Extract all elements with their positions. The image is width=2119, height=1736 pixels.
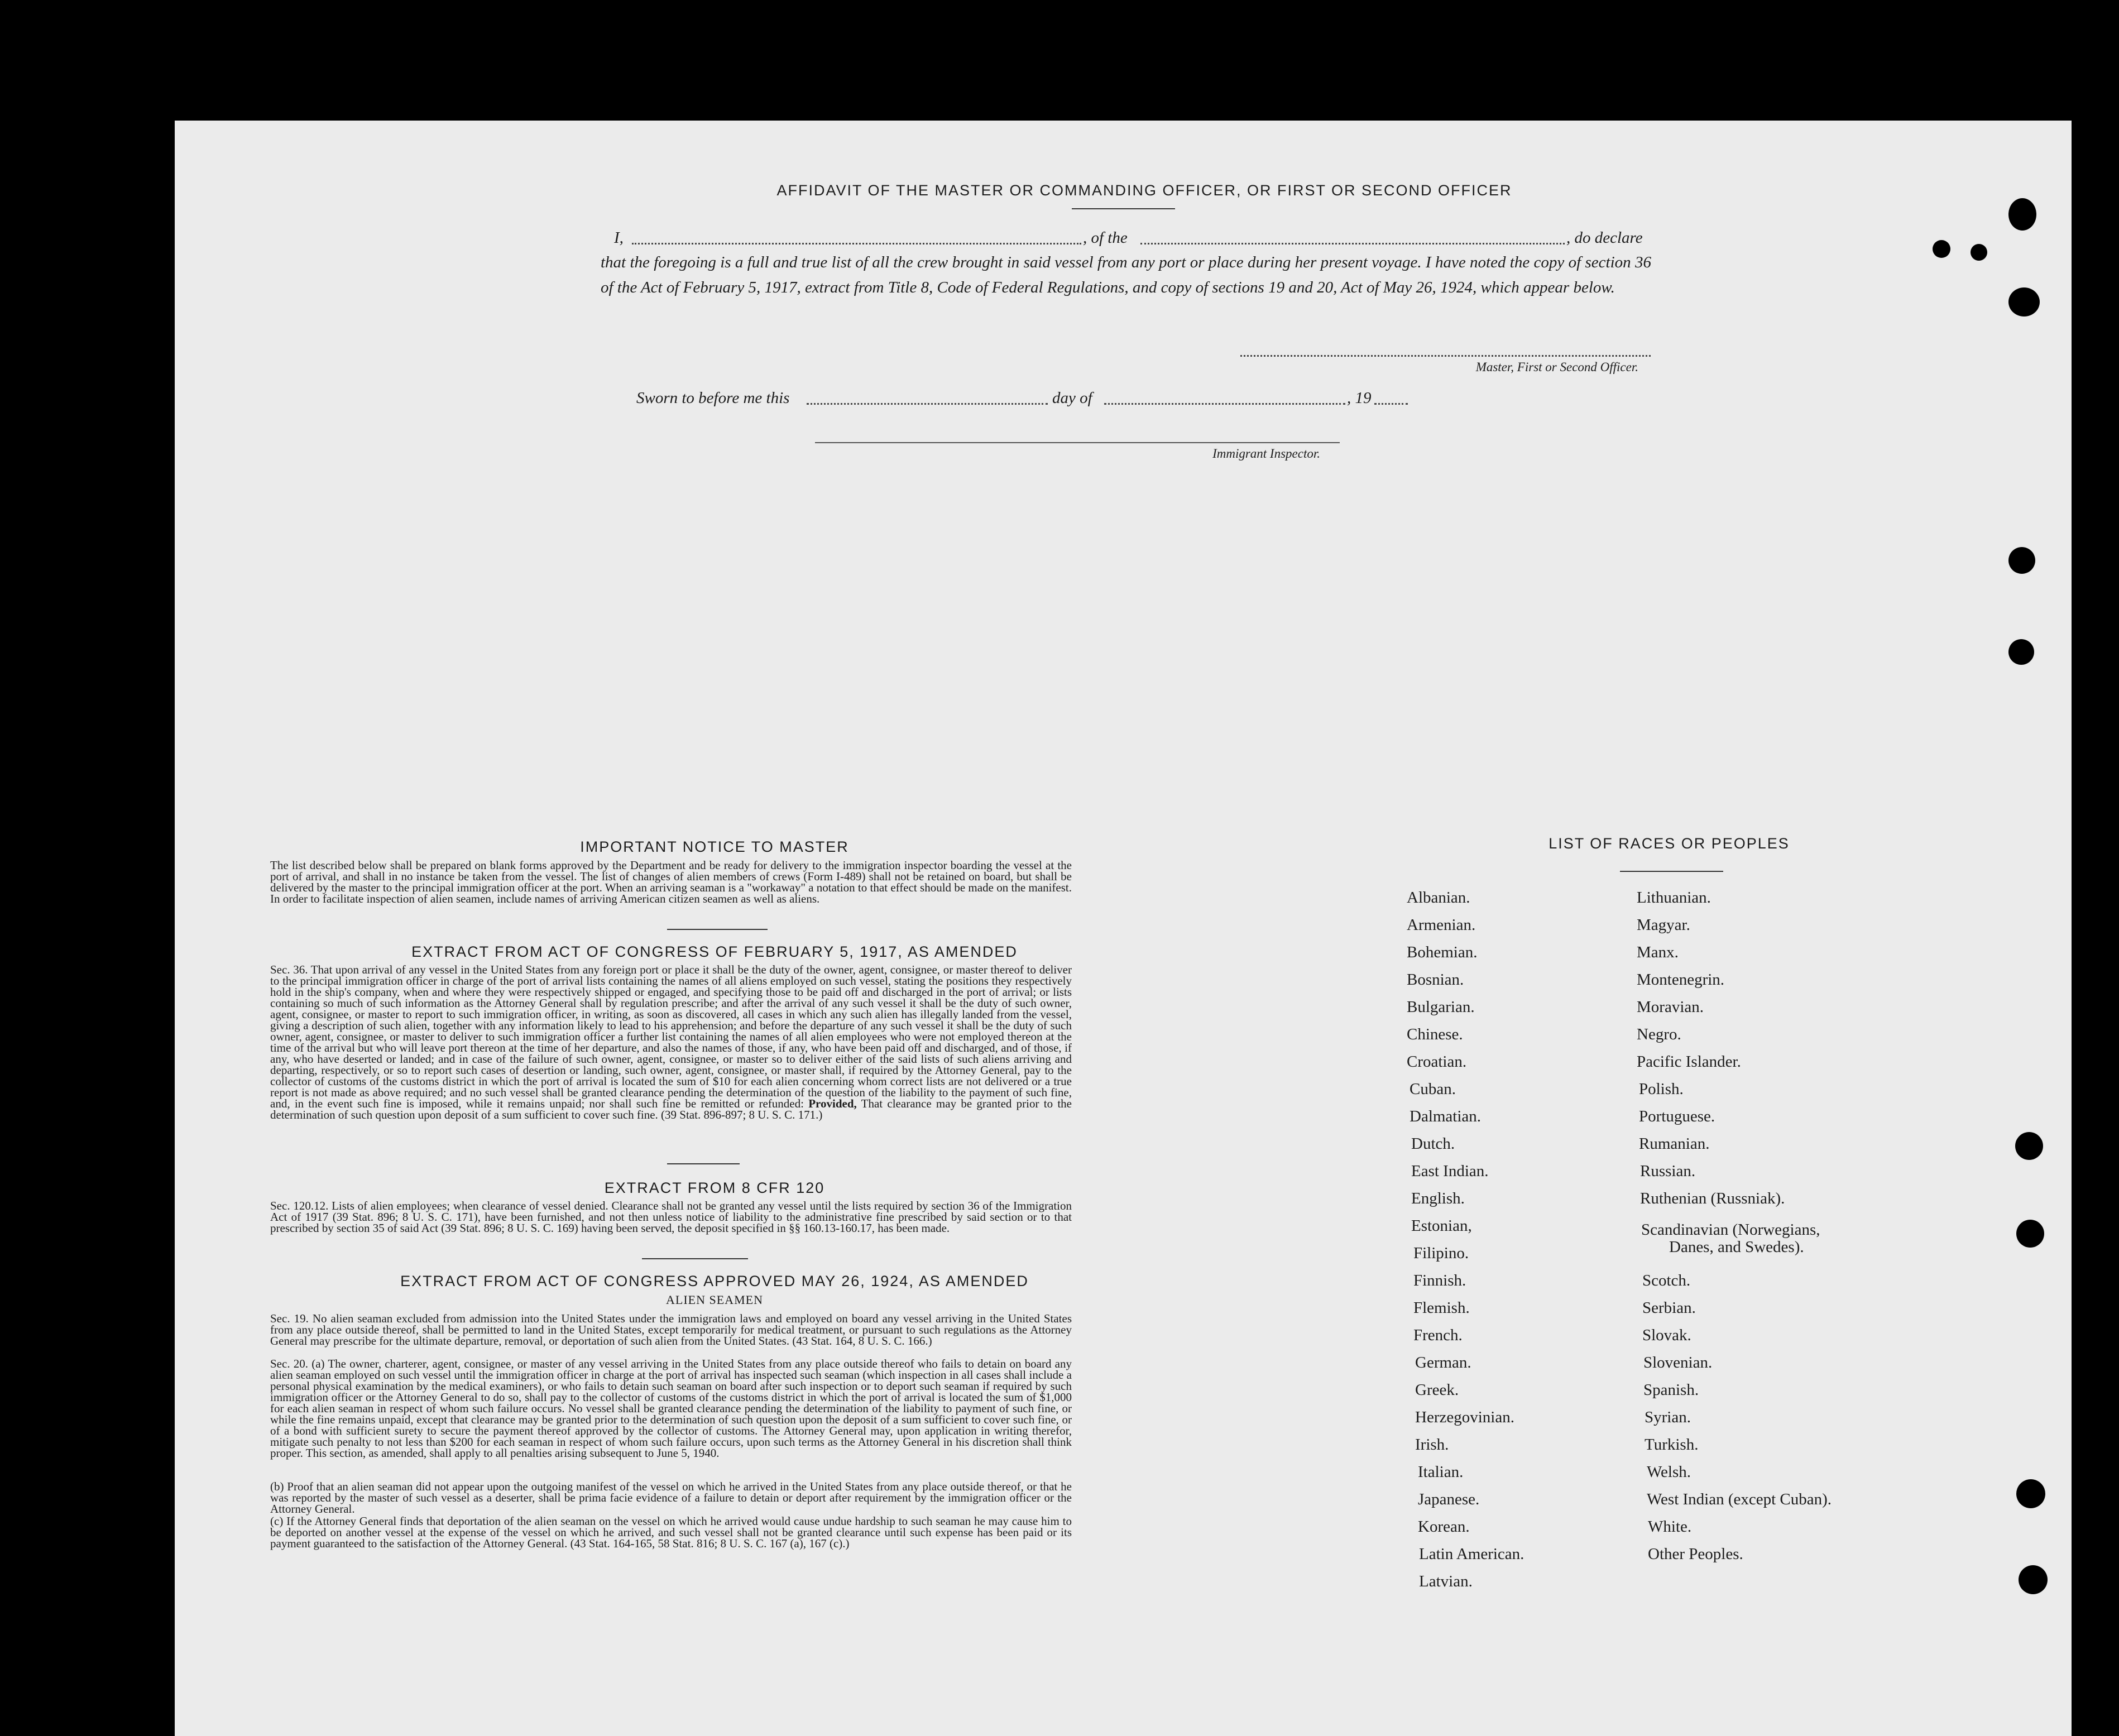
race-item: Flemish. (1413, 1299, 1470, 1317)
notice-body: The list described below shall be prepared on blank forms approved by the Department and be ready for delivery to the immigration inspector boarding the vessel at the port of arrival, and shall in no instance be taken from the vessel. The list of changes of alien members of crews (Form I-489) shall not be retained on board, but shall be delivered by the master to the principal immigration officer at the port. When an arriving seaman is a "workaway" a notation to that effect should be made on the manifest. In order to facilitate inspection of alien seamen, include names of arriving American citizen seamen as well as aliens. (270, 859, 1072, 905)
punch-hole (2016, 1479, 2045, 1508)
race-item: Albanian. (1407, 889, 1470, 907)
punch-hole (2008, 639, 2034, 665)
race-item: Other Peoples. (1648, 1545, 1743, 1563)
extract-1917-title: EXTRACT FROM ACT OF CONGRESS OF FEBRUARY 5, 1917, AS AMENDED (411, 943, 1018, 960)
race-item: Slovenian. (1643, 1354, 1713, 1371)
punch-hole (2008, 287, 2040, 316)
race-item: Portuguese. (1639, 1107, 1715, 1125)
punch-hole (2016, 1220, 2044, 1248)
punch-hole (2008, 547, 2035, 574)
inspector-signature-line[interactable] (815, 442, 1340, 443)
race-item: Turkish. (1645, 1436, 1699, 1454)
affidavit-title: AFFIDAVIT OF THE MASTER OR COMMANDING OFFICER, OR FIRST OR SECOND OFFICER (776, 182, 1512, 199)
race-item: Spanish. (1643, 1381, 1699, 1399)
punch-hole (1971, 244, 1987, 261)
race-item: Bulgarian. (1407, 998, 1475, 1016)
race-item: Japanese. (1418, 1490, 1480, 1508)
extract-1924-sec20b: (b) Proof that an alien seaman did not appear upon the outgoing manifest of the vessel on which he arrived in the United States from any place outside thereof, or that he was reported by the master of such vessel as a deserter, shall be prima facie evidence of a failure to detain or deport after requirement by the immigration officer or the Attorney General. (270, 1480, 1072, 1516)
year-blank[interactable] (1374, 403, 1408, 405)
notice-title: IMPORTANT NOTICE TO MASTER (580, 838, 849, 855)
extract-1917-text-end: That clearance may be granted prior to the determination of such question upon deposit of a sum sufficient to cover such fine. (39 Stat. 896-897; 8 U. S. C. 171.) (270, 1097, 1072, 1121)
extract-1917-body (270, 964, 1072, 1120)
inspector-label: Immigrant Inspector. (1212, 447, 1320, 461)
race-item: Russian. (1640, 1162, 1696, 1180)
proviso-label: Provided, (808, 1097, 857, 1110)
divider (1072, 208, 1175, 209)
race-item: Negro. (1637, 1025, 1681, 1043)
race-item: Dutch. (1411, 1135, 1455, 1153)
extract-1924-subtitle: ALIEN SEAMEN (666, 1293, 763, 1307)
race-item: Irish. (1415, 1436, 1449, 1454)
extract-1924-sec20a: Sec. 20. (a) The owner, charterer, agent, consignee, or master of any vessel arriving in the United States from any place outside thereof who fails to detain on board any alien seaman employed on such vessel until the immigration officer in charge at the port of arrival has inspected such seaman (which inspection in all cases shall include a personal physical examination by the medical examiners), or who fails to detain such seaman on board after such inspection or to deport such seaman if required by such immigration officer or the Attorney General to do so, shall pay to the collector of customs of the customs district in which the port of arrival is located the sum of $1,000 for each alien seaman in respect of whom such failure occurs. No vessel shall be granted clearance pending the determination of the liability to payment of such fine, or while the fine remains unpaid, except that clearance may be granted prior to the determination of such question upon the deposit of a sum sufficient to cover such fine, or of a bond with sufficient surety to secure the payment thereof approved by the collector of customs. The Attorney General may, upon application in writing therefor, mitigate such penalty to not less than $200 for each seaman in respect of whom such failure occurs, upon such terms as the Attorney General in his discretion shall think proper. This section, as amended, shall apply to all penalties arising subsequent to June 5, 1940. (270, 1357, 1072, 1460)
race-item: Greek. (1415, 1381, 1459, 1399)
punch-hole (2008, 198, 2036, 231)
race-item: Serbian. (1642, 1299, 1696, 1317)
race-item: Filipino. (1413, 1244, 1469, 1262)
race-item: Bohemian. (1407, 943, 1478, 961)
race-item: Scandinavian (Norwegians, (1641, 1221, 1820, 1239)
race-item: Slovak. (1642, 1326, 1691, 1344)
race-item: Ruthenian (Russniak). (1640, 1190, 1785, 1207)
race-item: Danes, and Swedes). (1669, 1238, 1804, 1256)
name-blank[interactable] (632, 243, 1081, 244)
sworn-year: , 19 (1347, 389, 1372, 407)
race-item: Lithuanian. (1637, 889, 1711, 907)
extract-1924-sec19: Sec. 19. No alien seaman excluded from admission into the United States under the immigration laws and employed on board any vessel arriving in the United States from any place outside thereof, shall be permitted to land in the United States, except temporarily for medical treatment, or pursuant to such regulations as the Attorney General may prescribe for the ultimate departure, removal, or deportation of such alien from the United States. (43 Stat. 164, 8 U. S. C. 166.) (270, 1312, 1072, 1347)
race-item: Montenegrin. (1637, 971, 1725, 989)
divider (667, 1163, 740, 1164)
punch-hole (1933, 240, 1950, 258)
race-item: Armenian. (1407, 916, 1476, 934)
extract-1917-text: Sec. 36. That upon arrival of any vessel in the United States from any foreign port or place it shall be the duty of the owner, agent, consignee, or master thereof to deliver to the principal immigration officer in charge of the port of arrival lists containing the names of all aliens employed on such vessel, stating the positions they respectively hold in the ship's company, when and where they were respectively shipped or engaged, and specifying those to be paid off and discharged in the port of arrival; or lists containing so much of such information as the Attorney General shall by regulation prescribe; and after the arrival of any such vessel it shall be the duty of such owner, agent, consignee, or master to report to such immigration officer, in writing, as soon as discovered, all cases in which any such alien has illegally landed from the vessel, giving a description of such alien, together with any information likely to lead to his apprehension; and before the departure of any such vessel it shall be the duty of such owner, agent, consignee, or master to deliver to such immigration officer a further list containing the names of all alien employees who were not employed thereon at the time of the arrival but who will leave port thereon at the time of her departure, and also the names of those, if any, who have been paid off and discharged, and of those, if any, who have deserted or landed; and in case of the failure of such owner, agent, consignee, or master so to deliver either of the said lists of such aliens arriving and departing, respectively, or so to report such cases of desertion or landing, such owner, agent, consignee, or master shall, if required by the Attorney General, pay to the collector of customs of the customs district in which the port of arrival is located the sum of $10 for each alien concerning whom correct lists are not delivered or a true report is not made as above required; and no such vessel shall be granted clearance pending the determination of the question of the liability to the payment of such fine, and, in the event such fine is imposed, while it remains unpaid; nor shall such fine be remitted or refunded: (270, 963, 1072, 1110)
vessel-blank[interactable] (1140, 243, 1565, 244)
races-title: LIST OF RACES OR PEOPLES (1548, 835, 1790, 852)
affidavit-line-prefix: I, (614, 229, 624, 247)
sworn-day-of: day of (1052, 389, 1092, 407)
affidavit-do-declare: , do declare (1566, 229, 1643, 247)
race-item: Latin American. (1419, 1545, 1524, 1563)
race-item: West Indian (except Cuban). (1647, 1490, 1832, 1508)
race-item: Welsh. (1647, 1463, 1691, 1481)
race-item: Chinese. (1407, 1025, 1463, 1043)
punch-hole (2019, 1565, 2048, 1594)
race-item: Cuban. (1410, 1080, 1456, 1098)
day-blank[interactable] (807, 403, 1048, 405)
race-item: Estonian, (1411, 1217, 1472, 1235)
affidavit-body: that the foregoing is a full and true list of all the crew brought in said vessel from any port or place during her present voyage. I have noted the copy of section 36 of the Act of February 5, 1917, extract from Title 8, Code of Federal Regulations, and copy of sections 19 and 20, Act of May 26, 1924, which appear below. (601, 253, 1651, 296)
race-item: Finnish. (1413, 1272, 1466, 1289)
race-item: Scotch. (1642, 1272, 1691, 1289)
signature-label: Master, First or Second Officer. (1475, 360, 1638, 374)
divider (1620, 871, 1723, 872)
race-item: Pacific Islander. (1637, 1053, 1741, 1071)
race-item: Korean. (1418, 1518, 1470, 1536)
race-item: East Indian. (1411, 1162, 1489, 1180)
affidavit-of-the: , of the (1083, 229, 1128, 247)
race-item: Latvian. (1419, 1572, 1473, 1590)
race-item: Dalmatian. (1410, 1107, 1482, 1125)
sworn-prefix: Sworn to before me this (636, 389, 790, 407)
race-item: Moravian. (1637, 998, 1704, 1016)
race-item: Polish. (1639, 1080, 1684, 1098)
race-item: White. (1648, 1518, 1692, 1536)
extract-cfr-body: Sec. 120.12. Lists of alien employees; when clearance of vessel denied. Clearance shall not be granted any vessel until the lists required by section 36 of the Immigration Act of 1917 (39 Stat. 896; 8 U. S. C. 171), have been furnished, and not then unless notice of liability to the administrative fine prescribed by said section or to that prescribed by section 35 of said Act (39 Stat. 896; 8 U. S. C. 169) having been served, the deposit specified in §§ 160.13-160.17, has been made. (270, 1199, 1072, 1235)
race-item: Syrian. (1645, 1408, 1691, 1426)
divider (642, 1258, 748, 1259)
extract-1924-title: EXTRACT FROM ACT OF CONGRESS APPROVED MAY 26, 1924, AS AMENDED (400, 1273, 1029, 1289)
race-item: Magyar. (1637, 916, 1690, 934)
race-item: Italian. (1418, 1463, 1464, 1481)
race-item: German. (1415, 1354, 1471, 1371)
race-item: English. (1411, 1190, 1465, 1207)
race-item: Herzegovinian. (1415, 1408, 1514, 1426)
race-item: French. (1413, 1326, 1463, 1344)
signature-blank[interactable] (1240, 355, 1651, 357)
punch-hole (2015, 1132, 2043, 1160)
extract-1924-sec20c: (c) If the Attorney General finds that deportation of the alien seaman on the vessel on which he arrived would cause undue hardship to such seaman he may cause him to be deported on another vessel at the expense of the vessel on which he arrived, and such vessel shall not be granted clearance until such expense has been paid or its payment guaranteed to the satisfaction of the Attorney General. (43 Stat. 164-165, 58 Stat. 816; 8 U. S. C. 167 (a), 167 (c).) (270, 1514, 1072, 1550)
month-blank[interactable] (1104, 403, 1345, 405)
divider (667, 929, 768, 930)
extract-cfr-title: EXTRACT FROM 8 CFR 120 (604, 1179, 825, 1196)
race-item: Croatian. (1407, 1053, 1467, 1071)
race-item: Rumanian. (1639, 1135, 1710, 1153)
race-item: Bosnian. (1407, 971, 1464, 989)
race-item: Manx. (1637, 943, 1679, 961)
